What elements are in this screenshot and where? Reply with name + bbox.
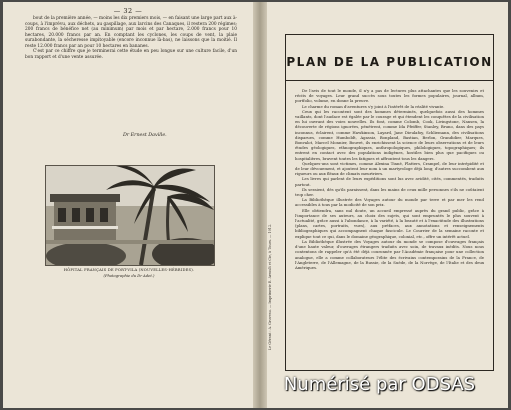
publication-plan-box (285, 34, 494, 371)
paragraph: Ils seraient, dès qu'ils paraissent, dans les mains de ceux mille personnes s'ils ne coûtaient trop cher. (295, 186, 484, 198)
title-divider (286, 80, 493, 81)
book-gutter (253, 2, 267, 408)
paragraph: C'est par ce chiffre que je terminerai cette étude en peu longue sur une culture facile, d'un bon rapport et d'une vente assurée. (25, 49, 237, 60)
paragraph: Quelques-uns sont victimes, comme Alexina Tinné, Flatters, Crampel, de leur intrépidité et de leur dévouement, et ajoutent leur nom à un martyrologe déjà long; d'autres succombent aux rigueurs ou aux fléaux de climats meurtriers. (295, 160, 484, 177)
printer-imprint: Le Gérant : A. Gruveau. — Imprimerie E. Arrault et Cie, à Tours. — 1912. (268, 223, 272, 350)
paragraph: La Bibliothèque illustrée des Voyages autour du monde par terre et par mer les rend accessibles à tous par la modicité de son prix. (295, 197, 484, 208)
page-title: PLAN DE LA PUBLICATION (286, 55, 493, 69)
digitization-watermark: Numérisé par ODSAS (283, 374, 476, 395)
paragraph: Les livres qui parlent de leurs expéditions sont lus avec avidité, cités, commentés, traduits partout. (295, 176, 484, 187)
paragraph: Ceux qui les racontent sont des hommes déterminés, quelquefois aussi des hommes vaillants, dont l'audace est égalée par le courage et qui étendent les conquêtes de la civilisation en lui ouvrant des voies nouvelles. Ils font, comme Colomb, Cook, Livingstone, Nansen, la découverte de régions ignorées, pénètrent, comme Ida Pfeiffer, Stanley, Bruno, dans des pays inconnus, éclairent, comme Hawkinson, Layard, Jane Dieulafoy, Schliemann, des civilisations disparues, comme Humboldt, Agassiz, Bonpland, Bastian, Berlon, Grandidier, Marques, Bonvalot, Marcel Monnier, Bouvet, ils enrichissent la science de leurs observations et de leurs études géologiques, ethnographiques, anthropologiques, philologiques, topographiques; ils entrent en contact avec des populations indigènes, hostiles bien plus que pacifiques ou hospitalières, bravent toutes les fatigues et affrontent tous les dangers. (295, 108, 484, 161)
photo-credit: (Photographie du Dr Adet.) (103, 274, 155, 278)
article-text (25, 16, 237, 60)
author-signature: Dr Ernest Daville. (123, 133, 167, 138)
page-number: — 32 — (113, 7, 143, 15)
photo-caption: HÔPITAL FRANÇAIS DE PORT-VILA (NOUVELLES-HÉBRIDES). (63, 268, 195, 272)
paragraph: bout de la première année, — moins les dix premiers mois, — en faisant une large part aux à-coups, à l'imprévu, aux déchets, au gaspillage, aux larcins des Canaques, il restera 200 régimes; 200 francs de bénéfice net (au minimum) par mois et par hectare, 2.000 francs pour 10 hectares, 20.000 francs par an. En comptant les cyclones, les coups de vent, la plaie surabondante, la sécheresse impitoyable (encore inconnue là-bas), ne laissons que la moitié. Il reste 12.000 francs par an pour 10 hectares en bananes. (25, 16, 237, 49)
plan-text (295, 88, 484, 270)
paragraph: De l'avis de tout le monde, il n'y a pas de lectures plus attachantes que les souvenirs et récits de voyages. Leur grand succès sous toutes les formes populaires, journal, album, portfolio, volume, en donne la preuve. (295, 88, 484, 104)
hospital-photograph (45, 165, 215, 266)
paragraph: La Bibliothèque illustrée des Voyages autour du monde se compose d'ouvrages français d'une haute valeur, d'ouvrages étrangers traduits avec soin, de travaux inédits. Nous nous contentons de rappeler qu'à été déjà couronnée par l'Académie française pour une collection analogue, elle a comme collaborateurs l'élite des écrivains contemporains de la France, de l'Angleterre, de l'Allemagne, de la Russie, de la Suède, de la Norvège, de l'Italie et des deux Amériques. (295, 238, 484, 270)
left-page (3, 2, 253, 408)
paragraph: Elle obtiendra, sans nul doute, un accueil empressé auprès du grand public, grâce à l'importance de ses auteurs, au choix des sujets, qui sont empruntés le plus souvent à l'actualité, grâce aussi à l'abondance, à la variété, à la beauté et à l'exactitude des illustrations (plans, cartes, portraits, vues), aux préfaces, aux annotations et renseignements bibliographiques qui accompagnent chaque fascicule. Le Courrier de la semaine raconte et explique tout ce qui, dans le domaine géographique, colonial, etc., offre un intérêt actuel. (295, 207, 484, 239)
photo-illustration (46, 166, 214, 265)
paragraph: Le charme du roman d'aventures s'y joint à l'intérêt de la réalité vivante. (302, 103, 445, 109)
